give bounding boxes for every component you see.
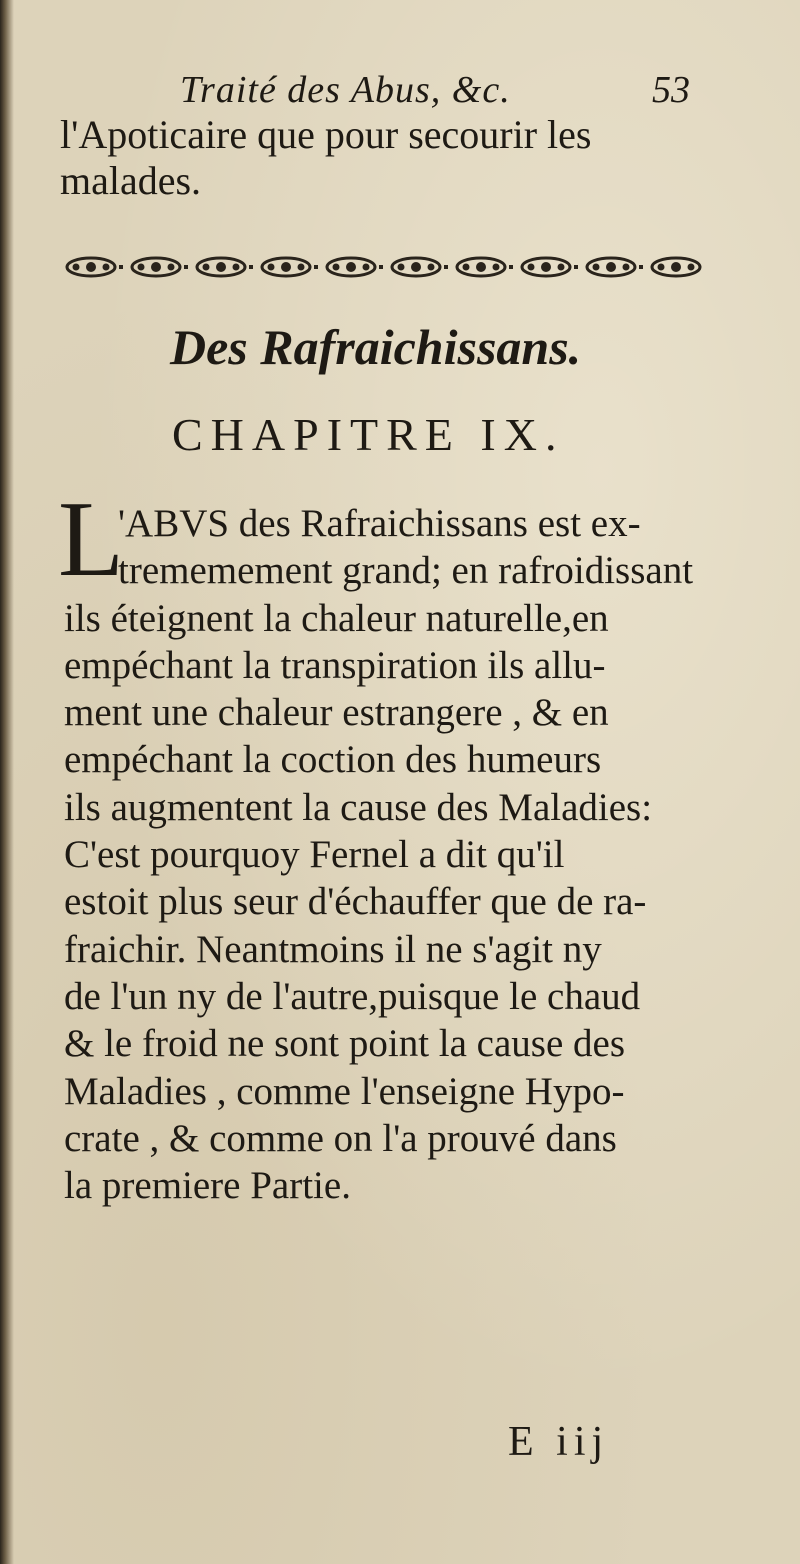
- running-title: Traité des Abus, &c.: [180, 69, 511, 111]
- text-line: empéchant la coction des humeurs: [64, 738, 602, 782]
- text-line: C'est pourquoy Fernel a dit qu'il: [64, 833, 565, 877]
- text-line: Maladies , comme l'enseigne Hypo-: [64, 1069, 625, 1113]
- text-line: l'Apoticaire que pour secourir les: [60, 112, 592, 157]
- text-line: malades.: [60, 158, 202, 203]
- text-line: estoit plus seur d'échauffer que de ra-: [64, 880, 647, 924]
- text-line: fraichir. Neantmoins il ne s'agit ny: [64, 927, 602, 971]
- ornament-unit: [652, 258, 700, 276]
- running-head: [180, 68, 710, 116]
- ornament-unit: [587, 258, 643, 276]
- chapter-number: CHAPITRE IX.: [172, 409, 565, 460]
- text-line: & le froid ne sont point la cause des: [64, 1022, 626, 1066]
- ornament-unit: [197, 258, 253, 276]
- ornament-unit: [457, 258, 513, 276]
- text-line: ils augmentent la cause des Maladies:: [64, 785, 653, 829]
- text-line: 'ABVS des Rafraichissans est ex-: [118, 502, 641, 545]
- text-line: ils éteignent la chaleur naturelle,en: [64, 596, 609, 640]
- ornament-unit: [67, 258, 123, 276]
- binding-shadow: [0, 0, 14, 1564]
- text-line: de l'un ny de l'autre,puisque le chaud: [64, 974, 641, 1018]
- chapter-heading: Des Rafraichissans.: [170, 319, 582, 375]
- text-line: ment une chaleur estrangere , & en: [64, 691, 609, 735]
- text-line: empéchant la transpiration ils allu-: [64, 643, 606, 687]
- text-line: crate , & comme on l'a prouvé dans: [64, 1116, 617, 1160]
- drop-cap: L: [58, 480, 124, 599]
- ornament-unit: [522, 258, 578, 276]
- text-line: trememement grand; en rafroidissant: [118, 549, 694, 593]
- page-number: 53: [652, 69, 690, 111]
- ornament-unit: [262, 258, 318, 276]
- ornament-unit: [392, 258, 448, 276]
- ornament-unit: [327, 258, 383, 276]
- carryover-text: [60, 112, 720, 204]
- text-line: la premiere Partie.: [64, 1164, 351, 1208]
- chapter-body: [64, 500, 724, 1209]
- ornament-unit: [132, 258, 188, 276]
- signature-mark: E iij: [508, 1419, 610, 1465]
- ornament-band: [60, 252, 710, 282]
